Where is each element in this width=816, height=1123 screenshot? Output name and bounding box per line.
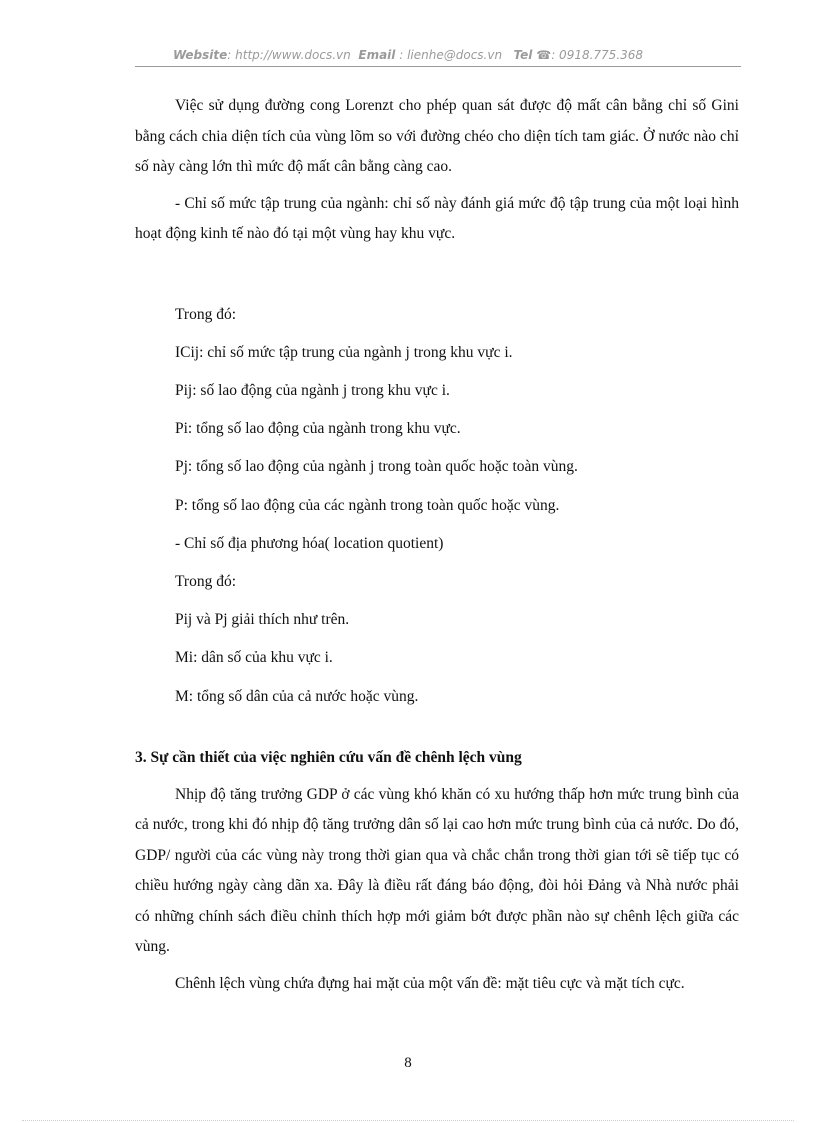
header-divider [135,66,741,67]
text-line: Trong đó: [175,572,237,590]
page-content [135,91,739,999]
website-value: : http://www.docs.vn [227,48,351,62]
text-line: Pij: số lao động của ngành j trong khu vực i. [175,381,450,399]
paragraph-concentration-index: - Chỉ số mức tập trung của ngành: chỉ số này đánh giá mức độ tập trung của một loại hình hoạt động kinh tế nào đó tại một vùng hay khu vực. [135,194,739,242]
text-line: M: tổng số dân của cả nước hoặc vùng. [175,687,419,705]
page-number: 8 [404,1055,412,1071]
text-line: Pij và Pj giải thích như trên. [175,611,350,629]
email-value: : lienhe@docs.vn [399,48,503,62]
text-line: Trong đó: [175,305,237,323]
section-heading: 3. Sự cần thiết của việc nghiên cứu vấn đề chênh lệch vùng [135,748,522,766]
text-line: ICij: chỉ số mức tập trung của ngành j trong khu vực i. [175,343,513,361]
page-bottom-edge [22,1120,794,1121]
paragraph-regional-gap: Chênh lệch vùng chứa đựng hai mặt của một vấn đề: mặt tiêu cực và mặt tích cực. [175,974,685,992]
tel-value: : 0918.775.368 [551,48,644,62]
paragraph-gdp-growth: Nhịp độ tăng trưởng GDP ở các vùng khó khăn có xu hướng thấp hơn mức trung bình của cả nước, trong khi đó nhịp độ tăng trưởng dân số lại cao hơn mức trung bình của cả nước. Do đó, GDP/ người của các vùng này trong thời gian qua và chắc chắn trong thời gian tới sẽ tiếp tục có chiều hướng ngày càng dãn xa. Đây là điều rất đáng báo động, đòi hỏi Đảng và Nhà nước phải có những chính sách điều chỉnh thích hợp mới giảm bớt được phần nào sự chênh lệch giữa các vùng. [135,785,739,956]
text-line: Pi: tổng số lao động của ngành trong khu vực. [175,420,461,438]
email-label: Email [358,48,396,62]
formula-space [135,250,739,296]
website-label: Website [172,48,228,62]
phone-icon: ☎ [536,48,552,62]
paragraph-lorenz: Việc sử dụng đường cong Lorenzt cho phép quan sát được độ mất cân bằng chỉ số Gini bằng cách chia diện tích của vùng lõm so với đường chéo cho diện tích tam giác. Ở nước nào chỉ số này càng lớn thì mức độ mất cân bằng càng cao. [135,97,739,175]
text-line: - Chỉ số địa phương hóa( location quotient) [175,534,444,552]
text-line: P: tổng số lao động của các ngành trong toàn quốc hoặc vùng. [175,496,560,514]
page-header [0,48,816,62]
tel-label: Tel [513,48,533,62]
text-line: Mi: dân số của khu vực i. [175,649,333,667]
text-line: Pj: tổng số lao động của ngành j trong toàn quốc hoặc toàn vùng. [175,458,578,476]
